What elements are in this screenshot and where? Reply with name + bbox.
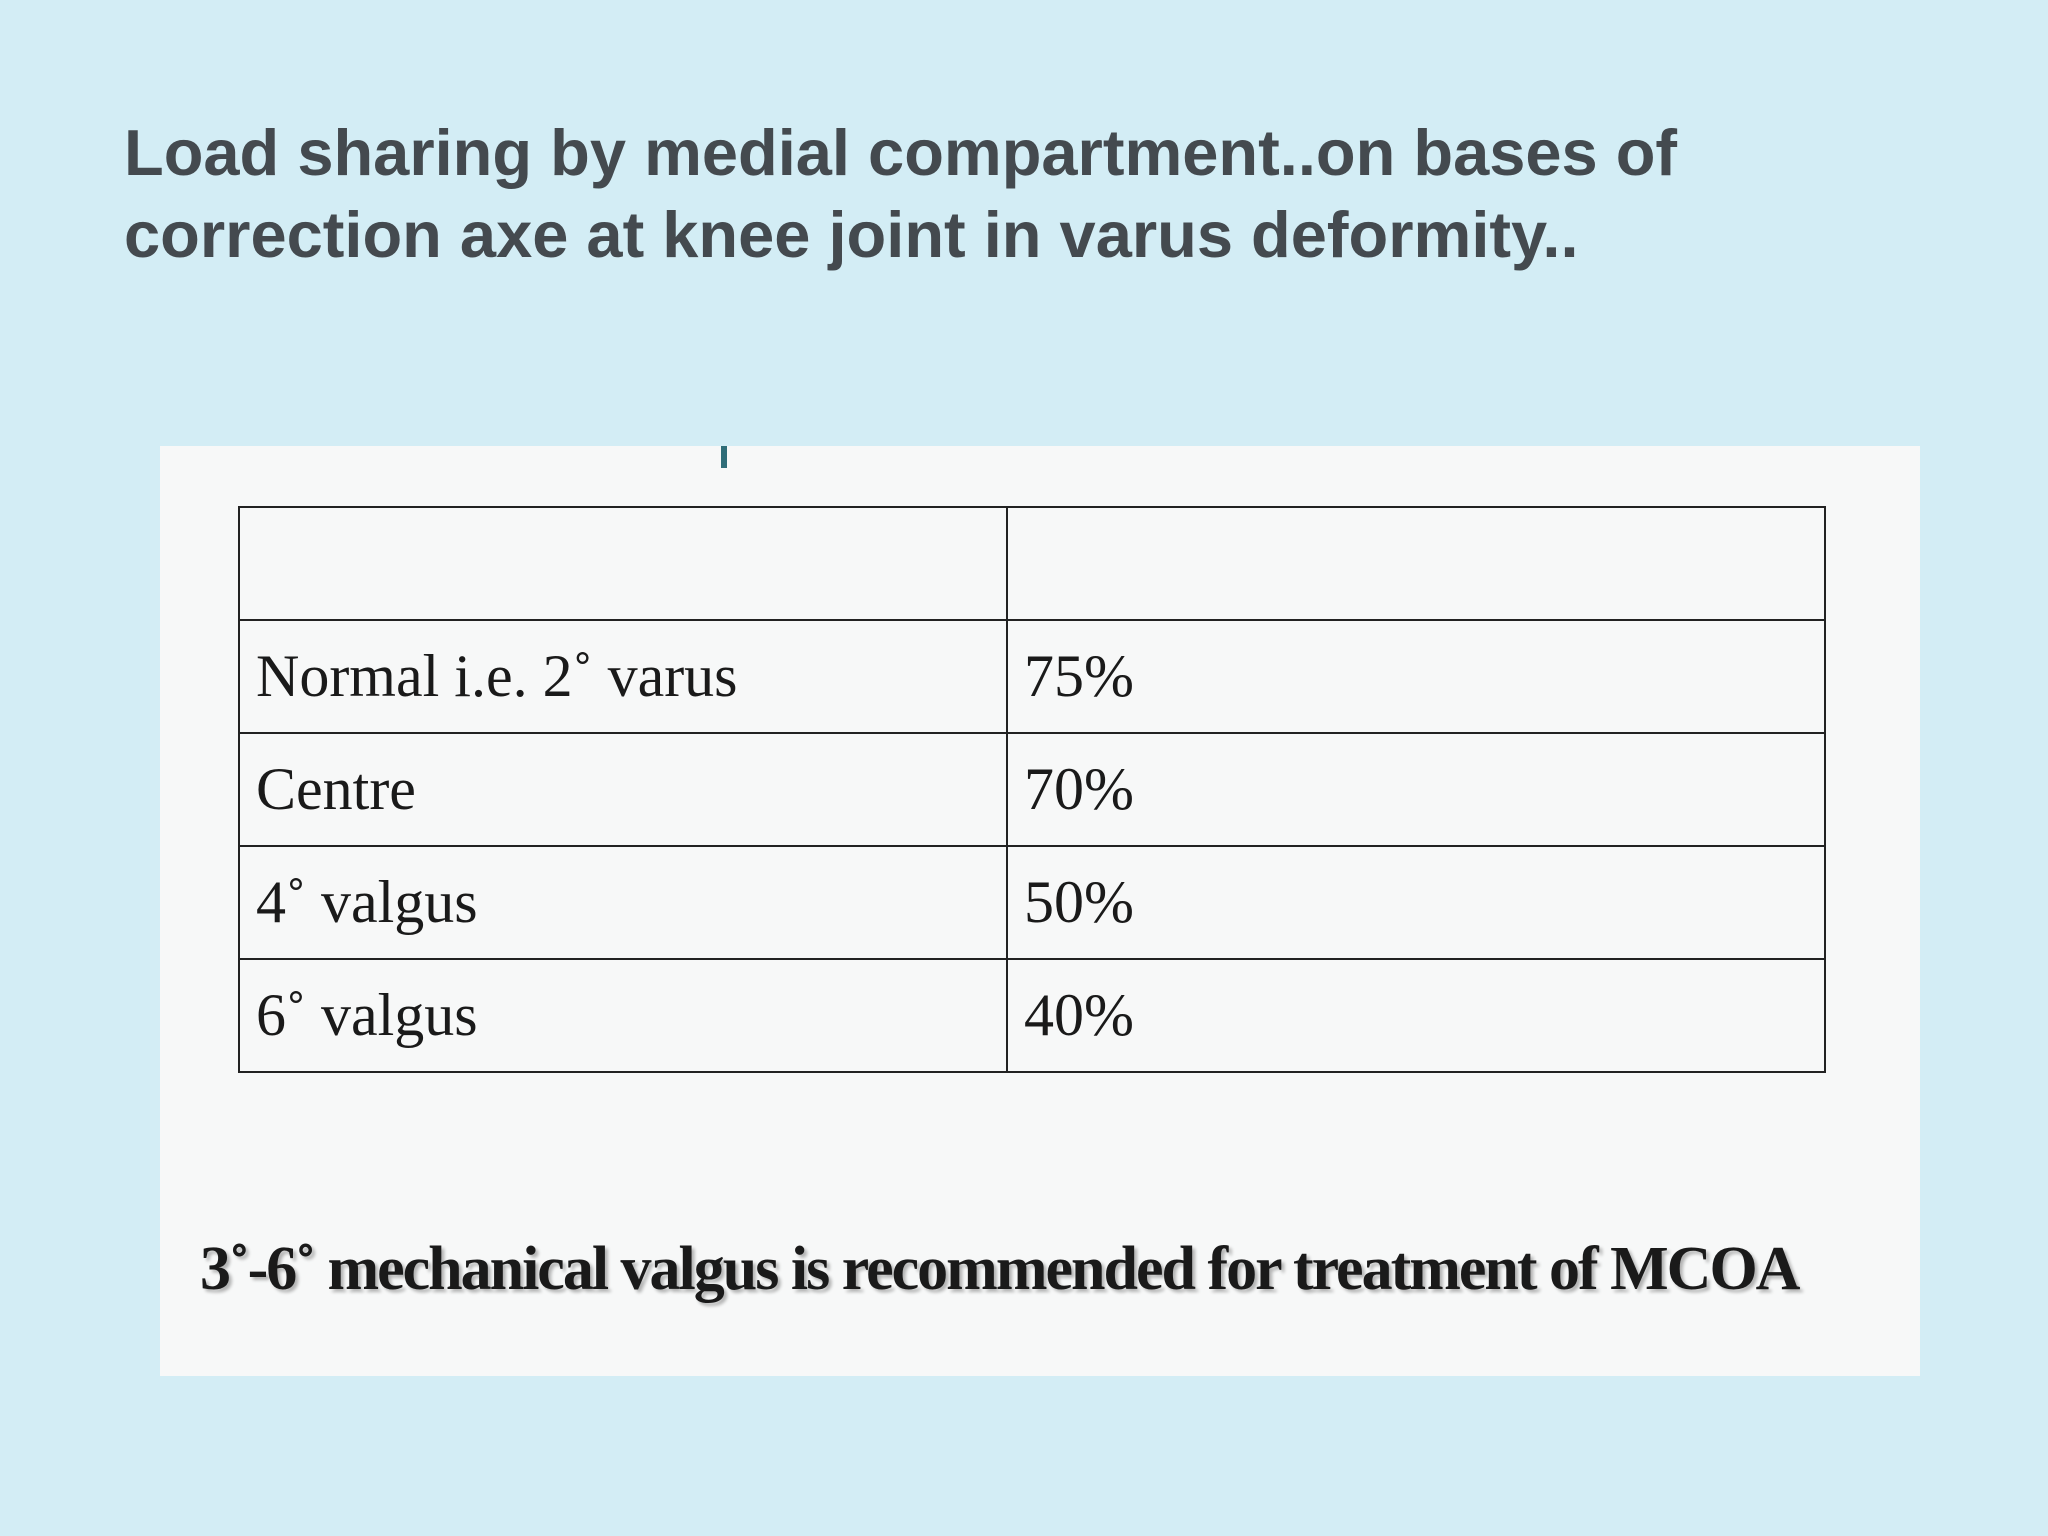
alignment-cell: Centre xyxy=(239,733,1007,846)
recommendation-text: 3˚-6˚ mechanical valgus is recommended for treatment of MCOA xyxy=(200,1235,1799,1303)
panel-tick-mark xyxy=(721,446,727,468)
table-header-row xyxy=(239,507,1825,620)
header-cell-load xyxy=(1007,507,1825,620)
load-cell: 75% xyxy=(1007,620,1825,733)
load-cell: 40% xyxy=(1007,959,1825,1072)
table-row xyxy=(239,620,1825,733)
header-cell-alignment xyxy=(239,507,1007,620)
table-image-panel xyxy=(160,446,1920,1376)
load-cell: 50% xyxy=(1007,846,1825,959)
load-sharing-table xyxy=(238,506,1826,1073)
alignment-cell: 6˚ valgus xyxy=(239,959,1007,1072)
alignment-cell: Normal i.e. 2˚ varus xyxy=(239,620,1007,733)
load-cell: 70% xyxy=(1007,733,1825,846)
slide-title: Load sharing by medial compartment..on bases of correction axe at knee joint in varus deformity.. xyxy=(124,116,1678,271)
table-row xyxy=(239,846,1825,959)
table-row xyxy=(239,959,1825,1072)
alignment-cell: 4˚ valgus xyxy=(239,846,1007,959)
table-row xyxy=(239,733,1825,846)
